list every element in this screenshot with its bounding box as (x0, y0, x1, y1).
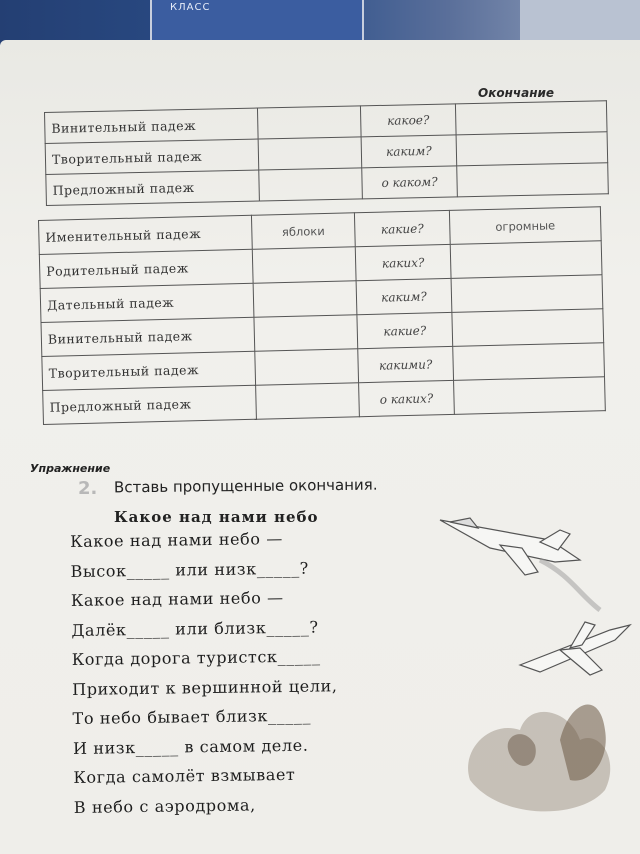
case-name: Предложный падеж (46, 170, 260, 205)
case-table-plural (38, 206, 606, 425)
poem-line: Высок_____ или низк_____? (70, 558, 310, 581)
noun-cell: яблоки (251, 213, 355, 250)
poem-line: И низк_____ в самом деле. (72, 735, 309, 758)
noun-cell (256, 383, 360, 420)
top-airplane-icon (440, 518, 580, 575)
case-name: Именительный падеж (39, 215, 253, 254)
noun-cell (252, 247, 356, 284)
background-label: КЛАСС (170, 2, 211, 13)
adjective-cell (456, 132, 608, 166)
case-name: Винительный падеж (41, 317, 255, 356)
exercise-instruction: Вставь пропущенные окончания. (113, 475, 378, 497)
adjective-cell (457, 163, 609, 197)
case-name: Дательный падеж (40, 283, 254, 322)
bottom-airplane-icon (520, 622, 630, 675)
case-name: Творительный падеж (42, 351, 256, 390)
noun-cell (259, 168, 363, 201)
poem-line: В небо с аэродрома, (73, 794, 256, 817)
adjective-cell (452, 309, 604, 347)
question-cell: каким? (356, 278, 452, 314)
airplane-illustration (430, 500, 640, 820)
noun-cell (258, 137, 362, 170)
adjective-cell (451, 275, 603, 313)
adjective-cell (454, 377, 606, 415)
exercise-label: Упражнение (30, 462, 111, 475)
poem-line: Какое над нами небо — (70, 588, 284, 610)
case-name: Винительный падеж (45, 108, 259, 143)
question-cell: какие? (354, 210, 450, 246)
case-name: Творительный падеж (45, 139, 259, 174)
page-header: Окончание (478, 86, 555, 100)
noun-cell (257, 106, 361, 139)
exercise-number: 2. (78, 478, 98, 499)
poem-line: Когда самолёт взмывает (73, 764, 296, 787)
case-table-singular (44, 100, 609, 206)
question-cell: каких? (355, 244, 451, 280)
case-name: Родительный падеж (39, 249, 253, 288)
question-cell: каким? (361, 135, 457, 168)
poem-line: То небо бывает близк_____ (72, 705, 312, 728)
noun-cell (255, 349, 359, 386)
adjective-cell: огромные (449, 207, 601, 245)
adjective-cell (453, 343, 605, 381)
smoke-trail (540, 560, 600, 610)
noun-cell (253, 281, 357, 318)
question-cell: какими? (358, 346, 454, 382)
poem (70, 528, 339, 827)
question-cell: о каком? (362, 166, 458, 199)
poem-line: Приходит к вершинной цели, (72, 675, 338, 699)
poem-line: Далёк_____ или близк_____? (71, 617, 319, 640)
question-cell: о каких? (359, 380, 455, 416)
question-cell: какие? (357, 312, 453, 348)
adjective-cell (450, 241, 602, 279)
case-name: Предложный падеж (43, 385, 257, 424)
question-cell: какое? (360, 104, 456, 137)
poem-line: Какое над нами небо — (70, 529, 283, 551)
adjective-cell (455, 101, 607, 135)
noun-cell (254, 315, 358, 352)
poem-line: Когда дорога туристск_____ (71, 646, 321, 669)
poem-title: Какое над нами небо (114, 508, 319, 526)
